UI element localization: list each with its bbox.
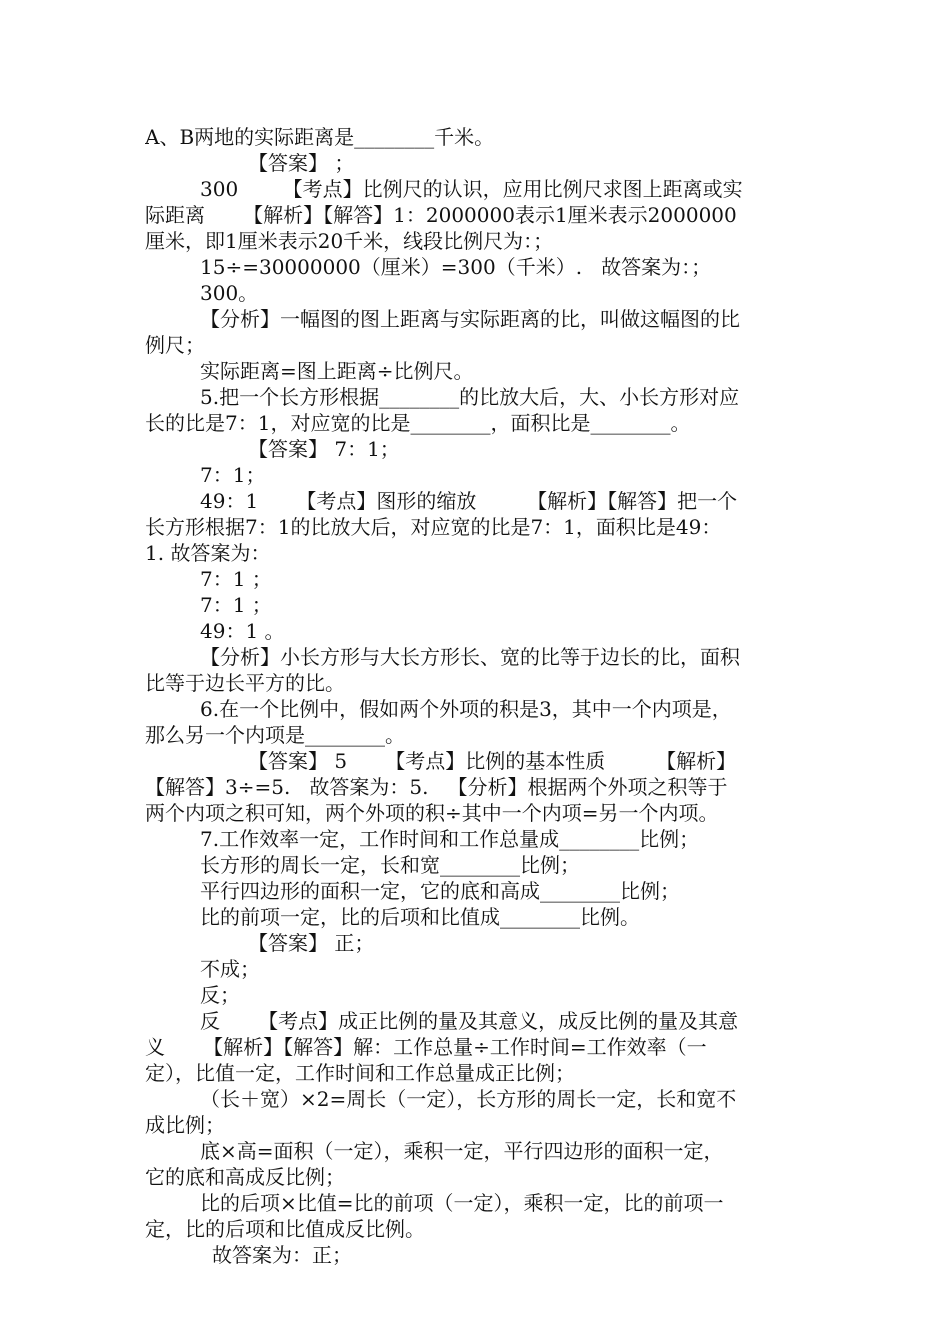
text-line: 300。 xyxy=(200,281,259,305)
question-line: 5.把一个长方形根据________的比放大后，大、小长方形对应 xyxy=(200,385,740,409)
text-line: 平行四边形的面积一定，它的底和高成________比例； xyxy=(200,879,680,903)
text-line: 两个内项之积可知，两个外项的积÷其中一个内项=另一个内项。 xyxy=(145,801,719,825)
answer-line: 【答案】 5 【考点】比例的基本性质 【解析】 xyxy=(248,749,737,773)
text-line: 底×高=面积（一定），乘积一定，平行四边形的面积一定， xyxy=(200,1139,724,1163)
answer-line: 【答案】 7：1； xyxy=(248,437,400,461)
text-line: 它的底和高成反比例； xyxy=(145,1165,345,1189)
question-line: 7.工作效率一定，工作时间和工作总量成________比例； xyxy=(200,827,700,851)
text-line: 故答案为：正； xyxy=(212,1243,352,1267)
text-line: 实际距离=图上距离÷比例尺。 xyxy=(200,359,474,383)
text-line: 长方形的周长一定，长和宽________比例； xyxy=(200,853,580,877)
text-line: 1. 故答案为： xyxy=(145,541,271,565)
text-line: 49：1 【考点】图形的缩放 【解析】【解答】把一个 xyxy=(200,489,738,513)
text-line: 49：1 。 xyxy=(200,619,285,643)
answer-line: 【答案】 ； xyxy=(248,151,355,175)
text-line: 际距离 【解析】【解答】1：2000000表示1厘米表示2000000 xyxy=(145,203,737,227)
text-line: 7：1； xyxy=(200,463,266,487)
text-line: 7：1 ； xyxy=(200,593,272,617)
text-line: 定），比值一定，工作时间和工作总量成正比例； xyxy=(145,1061,575,1085)
text-line: 15÷=30000000（厘米）=300（千米）. 故答案为：； xyxy=(200,255,712,279)
text-line: 厘米，即1厘米表示20千米，线段比例尺为：； xyxy=(145,229,554,253)
text-line: 比等于边长平方的比。 xyxy=(145,671,345,695)
text-line: 比的前项一定，比的后项和比值成________比例。 xyxy=(200,905,640,929)
text-line: 不成； xyxy=(200,957,260,981)
text-line: 长方形根据7：1的比放大后，对应宽的比是7：1，面积比是49： xyxy=(145,515,722,539)
analysis-line: 【分析】一幅图的图上距离与实际距离的比，叫做这幅图的比 xyxy=(200,307,740,331)
text-line: 【解答】3÷=5. 故答案为：5. 【分析】根据两个外项之积等于 xyxy=(145,775,728,799)
text-line: （长＋宽）×2=周长（一定），长方形的周长一定，长和宽不 xyxy=(200,1087,737,1111)
text-line: 反 【考点】成正比例的量及其意义，成反比例的量及其意 xyxy=(200,1009,739,1033)
text-line: 300 【考点】比例尺的认识，应用比例尺求图上距离或实 xyxy=(200,177,743,201)
text-line: A、B两地的实际距离是________千米。 xyxy=(145,125,495,149)
text-line: 例尺； xyxy=(145,333,205,357)
text-line: 比的后项×比值=比的前项（一定），乘积一定，比的前项一 xyxy=(200,1191,724,1215)
text-line: 长的比是7：1，对应宽的比是________，面积比是________。 xyxy=(145,411,691,435)
text-line: 7：1 ； xyxy=(200,567,272,591)
question-line: 6.在一个比例中，假如两个外项的积是3，其中一个内项是， xyxy=(200,697,732,721)
text-line: 定，比的后项和比值成反比例。 xyxy=(145,1217,425,1241)
answer-line: 【答案】 正； xyxy=(248,931,375,955)
text-line: 反； xyxy=(200,983,240,1007)
text-line: 成比例； xyxy=(145,1113,225,1137)
text-line: 那么另一个内项是________。 xyxy=(145,723,405,747)
text-line: 义 【解析】【解答】解：工作总量÷工作时间=工作效率（一 xyxy=(145,1035,707,1059)
analysis-line: 【分析】小长方形与大长方形长、宽的比等于边长的比，面积 xyxy=(200,645,740,669)
